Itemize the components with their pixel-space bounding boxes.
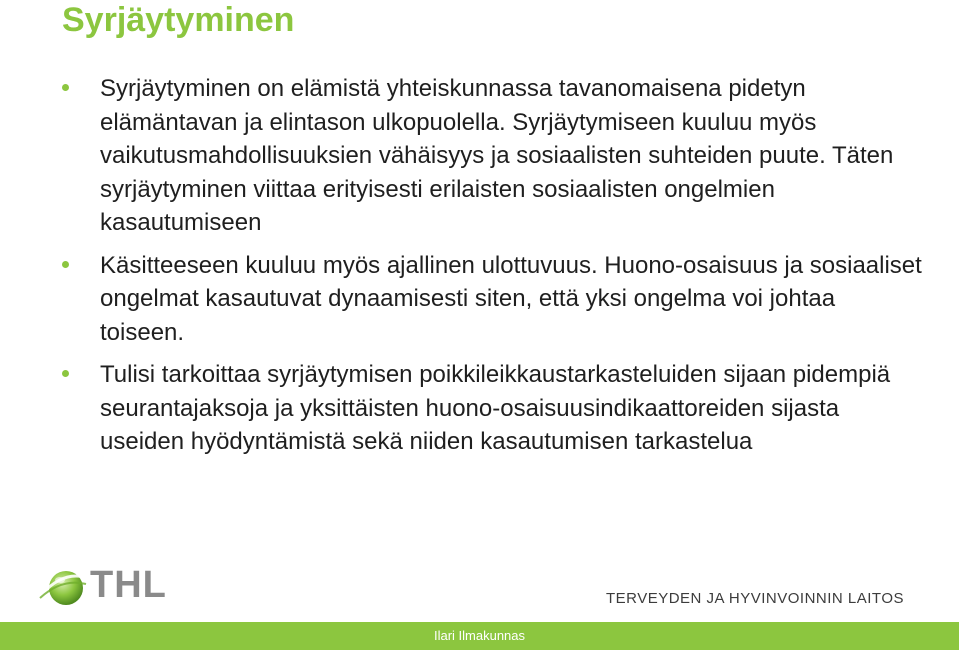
bullet-dot-icon [62,84,69,91]
bullet-dot-icon [62,261,69,268]
bullet-item [62,249,922,350]
bullet-item [62,358,922,459]
slide-title: Syrjäytyminen [62,1,295,39]
footer-author: Ilari Ilmakunnas [433,628,526,643]
footer-bar [0,622,959,650]
organization-name: TERVEYDEN JA HYVINVOINNIN LAITOS [605,590,904,607]
bullet-dot-icon [62,370,69,377]
bullet-text: Tulisi tarkoittaa syrjäytymisen poikkileikkaustarkasteluiden sijaan pidempiä seurantajaksoja ja yksittäisten huono-osaisuusindikaattoreiden sijasta useiden hyödyntämistä sekä niiden kasautumisen tarkastelua [100,361,891,455]
bullet-text: Käsitteeseen kuuluu myös ajallinen ulottuvuus. Huono-osaisuus ja sosiaaliset ongelmat kasautuvat dynaamisesti siten, että yksi ongelma voi johtaa toiseen. [100,251,922,346]
logo-wordmark: THL [90,564,167,606]
bullet-list [62,72,922,468]
bullet-item [62,72,922,240]
bullet-text: Syrjäytyminen on elämistä yhteiskunnassa tavanomaisena pidetyn elämäntavan ja elintason ulkopuolella. Syrjäytymiseen kuuluu myös vaikutusmahdollisuuksien vähäisyys ja sosiaalisten suhteiden puute. Täten syrjäytyminen viittaa erityisesti erilaisten sosiaalisten ongelmien kasautumiseen [100,75,894,236]
